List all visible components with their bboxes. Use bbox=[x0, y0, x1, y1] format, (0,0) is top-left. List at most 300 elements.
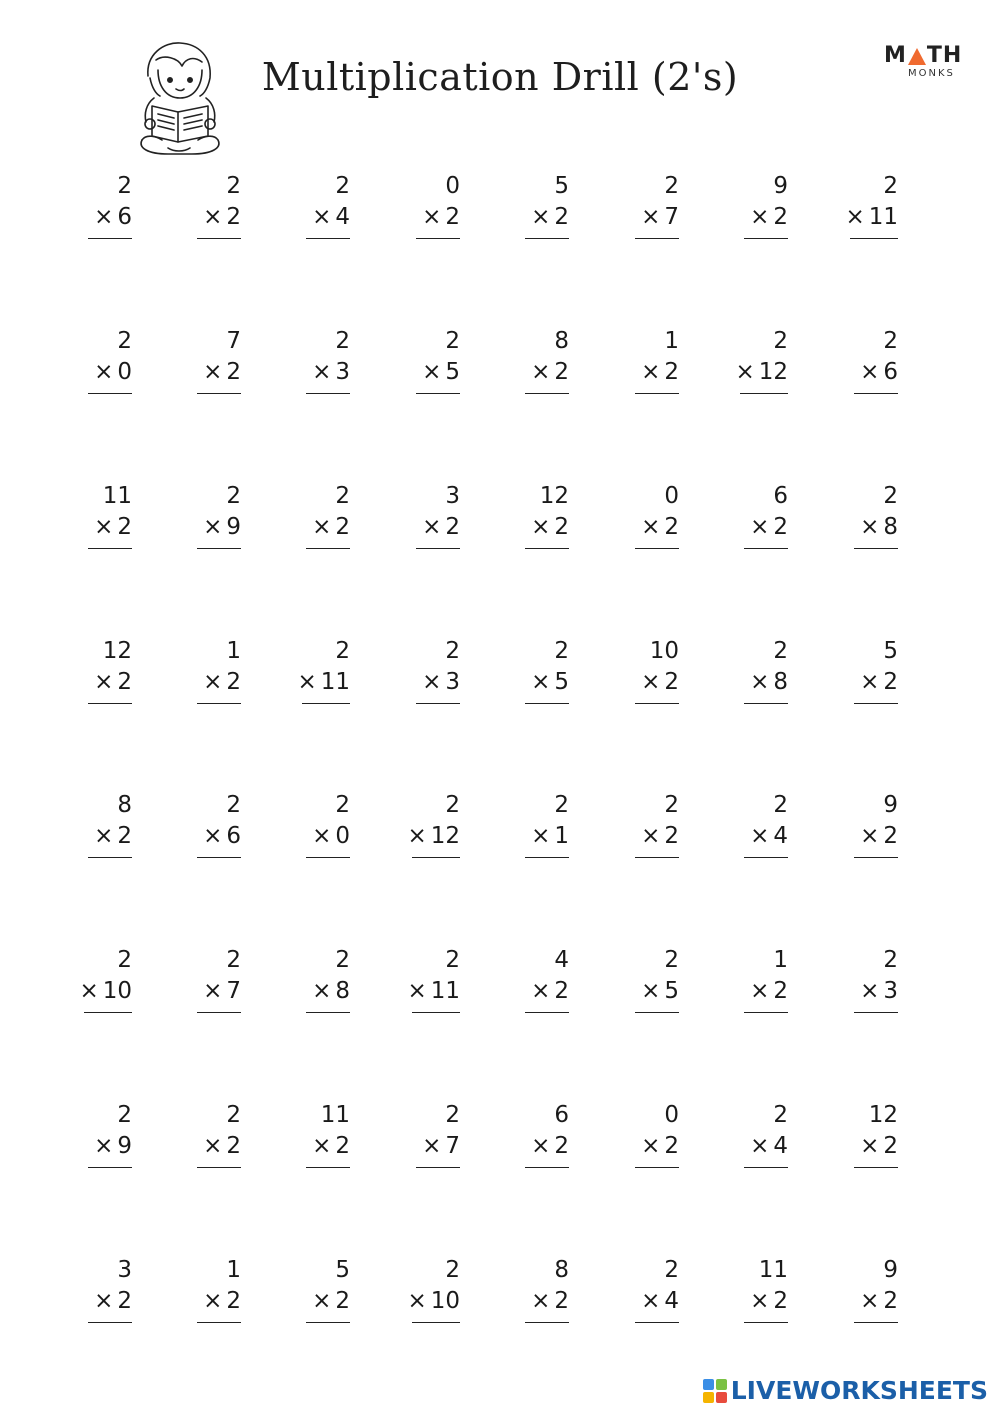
multiplier: 8 bbox=[335, 978, 350, 1004]
multiplicand: 2 bbox=[117, 328, 132, 354]
times-sign: × bbox=[860, 359, 880, 385]
answer-line bbox=[854, 1322, 898, 1323]
multiplicand: 2 bbox=[664, 792, 679, 818]
times-sign: × bbox=[531, 669, 551, 695]
problem-5-7 bbox=[714, 790, 794, 870]
multiplier: 2 bbox=[554, 359, 569, 385]
multiplier-row bbox=[79, 976, 132, 1006]
problem-6-7 bbox=[714, 945, 794, 1025]
answer-line bbox=[525, 393, 569, 394]
multiplicand: 2 bbox=[226, 792, 241, 818]
multiplicand: 2 bbox=[664, 1257, 679, 1283]
multiplier-row bbox=[845, 202, 898, 232]
multiplier: 2 bbox=[883, 823, 898, 849]
times-sign: × bbox=[312, 204, 332, 230]
answer-line bbox=[744, 703, 788, 704]
answer-line bbox=[412, 857, 460, 858]
multiplier-row bbox=[531, 1131, 569, 1161]
times-sign: × bbox=[641, 359, 661, 385]
multiplier-row bbox=[641, 512, 679, 542]
answer-line bbox=[525, 857, 569, 858]
multiplier: 11 bbox=[868, 204, 898, 230]
answer-line bbox=[306, 393, 350, 394]
multiplier: 4 bbox=[773, 823, 788, 849]
multiplier: 2 bbox=[664, 514, 679, 540]
problem-3-2 bbox=[167, 481, 247, 561]
multiplier: 0 bbox=[117, 359, 132, 385]
times-sign: × bbox=[531, 978, 551, 1004]
times-sign: × bbox=[750, 204, 770, 230]
multiplier-row bbox=[641, 821, 679, 851]
problem-5-5 bbox=[495, 790, 575, 870]
multiplicand: 8 bbox=[554, 328, 569, 354]
answer-line bbox=[854, 1012, 898, 1013]
answer-line bbox=[197, 703, 241, 704]
answer-line bbox=[854, 1167, 898, 1168]
multiplicand: 2 bbox=[883, 173, 898, 199]
times-sign: × bbox=[531, 823, 551, 849]
multiplier: 2 bbox=[226, 359, 241, 385]
multiplier-row bbox=[407, 821, 460, 851]
answer-line bbox=[88, 703, 132, 704]
answer-line bbox=[88, 548, 132, 549]
multiplier: 11 bbox=[320, 669, 350, 695]
problem-3-3 bbox=[276, 481, 356, 561]
problem-3-4 bbox=[386, 481, 466, 561]
multiplier: 0 bbox=[335, 823, 350, 849]
answer-line bbox=[416, 703, 460, 704]
problem-8-3 bbox=[276, 1255, 356, 1335]
problem-5-8 bbox=[824, 790, 904, 870]
problem-2-8 bbox=[824, 326, 904, 406]
multiplier-row bbox=[312, 202, 350, 232]
multiplicand: 2 bbox=[664, 947, 679, 973]
answer-line bbox=[525, 548, 569, 549]
multiplier-row bbox=[750, 821, 788, 851]
multiplier-row bbox=[407, 976, 460, 1006]
problem-2-5 bbox=[495, 326, 575, 406]
problem-5-1 bbox=[58, 790, 138, 870]
multiplier: 2 bbox=[883, 1288, 898, 1314]
problem-2-3 bbox=[276, 326, 356, 406]
multiplier-row bbox=[531, 357, 569, 387]
times-sign: × bbox=[860, 823, 880, 849]
times-sign: × bbox=[94, 823, 114, 849]
multiplier-row bbox=[860, 976, 898, 1006]
answer-line bbox=[88, 1167, 132, 1168]
multiplier-row bbox=[297, 667, 350, 697]
answer-line bbox=[197, 1167, 241, 1168]
times-sign: × bbox=[531, 1133, 551, 1159]
page-title: Multiplication Drill (2's) bbox=[261, 55, 739, 99]
multiplier: 2 bbox=[773, 1288, 788, 1314]
problem-2-4 bbox=[386, 326, 466, 406]
answer-line bbox=[416, 393, 460, 394]
times-sign: × bbox=[531, 204, 551, 230]
answer-line bbox=[850, 238, 898, 239]
multiplicand: 11 bbox=[102, 483, 132, 509]
multiplicand: 2 bbox=[335, 638, 350, 664]
answer-line bbox=[197, 393, 241, 394]
logo-subtitle: MONKS bbox=[908, 68, 955, 79]
multiplicand: 3 bbox=[445, 483, 460, 509]
multiplicand: 2 bbox=[554, 638, 569, 664]
multiplicand: 6 bbox=[554, 1102, 569, 1128]
answer-line bbox=[302, 703, 350, 704]
multiplier: 2 bbox=[226, 669, 241, 695]
multiplier-row bbox=[641, 1286, 679, 1316]
multiplier-row bbox=[860, 667, 898, 697]
multiplier-row bbox=[531, 512, 569, 542]
problem-6-1 bbox=[58, 945, 138, 1025]
problem-4-4 bbox=[386, 636, 466, 716]
multiplicand: 2 bbox=[445, 792, 460, 818]
multiplier: 7 bbox=[445, 1133, 460, 1159]
multiplier: 9 bbox=[117, 1133, 132, 1159]
multiplicand: 2 bbox=[773, 792, 788, 818]
multiplicand: 1 bbox=[226, 1257, 241, 1283]
multiplier: 5 bbox=[664, 978, 679, 1004]
multiplicand: 1 bbox=[226, 638, 241, 664]
multiplier: 4 bbox=[664, 1288, 679, 1314]
logo-letters-th: TH bbox=[926, 43, 963, 68]
times-sign: × bbox=[531, 1288, 551, 1314]
multiplicand: 10 bbox=[649, 638, 679, 664]
multiplier-row bbox=[94, 512, 132, 542]
multiplier: 9 bbox=[226, 514, 241, 540]
multiplicand: 0 bbox=[664, 1102, 679, 1128]
multiplier: 2 bbox=[335, 1133, 350, 1159]
problem-5-4 bbox=[386, 790, 466, 870]
times-sign: × bbox=[203, 1288, 223, 1314]
problem-3-8 bbox=[824, 481, 904, 561]
multiplicand: 2 bbox=[335, 173, 350, 199]
multiplier-row bbox=[750, 512, 788, 542]
answer-line bbox=[306, 1322, 350, 1323]
answer-line bbox=[744, 238, 788, 239]
multiplier-row bbox=[531, 976, 569, 1006]
answer-line bbox=[416, 1167, 460, 1168]
multiplicand: 5 bbox=[554, 173, 569, 199]
multiplier: 2 bbox=[226, 1288, 241, 1314]
problem-6-5 bbox=[495, 945, 575, 1025]
answer-line bbox=[88, 1322, 132, 1323]
multiplier-row bbox=[203, 1131, 241, 1161]
multiplicand: 2 bbox=[445, 328, 460, 354]
times-sign: × bbox=[312, 1288, 332, 1314]
answer-line bbox=[84, 1012, 132, 1013]
problem-1-7 bbox=[714, 171, 794, 251]
problem-1-8 bbox=[824, 171, 904, 251]
answer-line bbox=[306, 548, 350, 549]
brand-name: LIVEWORKSHEETS bbox=[730, 1376, 988, 1405]
multiplicand: 3 bbox=[117, 1257, 132, 1283]
answer-line bbox=[744, 857, 788, 858]
multiplier-row bbox=[750, 976, 788, 1006]
times-sign: × bbox=[750, 1288, 770, 1314]
problem-8-5 bbox=[495, 1255, 575, 1335]
multiplicand: 2 bbox=[226, 947, 241, 973]
multiplier-row bbox=[422, 512, 460, 542]
times-sign: × bbox=[641, 978, 661, 1004]
answer-line bbox=[635, 393, 679, 394]
problem-4-7 bbox=[714, 636, 794, 716]
times-sign: × bbox=[407, 823, 427, 849]
multiplier-row bbox=[641, 1131, 679, 1161]
multiplier-row bbox=[860, 1131, 898, 1161]
multiplier: 4 bbox=[335, 204, 350, 230]
times-sign: × bbox=[860, 669, 880, 695]
times-sign: × bbox=[203, 514, 223, 540]
times-sign: × bbox=[94, 1288, 114, 1314]
times-sign: × bbox=[203, 669, 223, 695]
multiplier-row bbox=[312, 1131, 350, 1161]
times-sign: × bbox=[312, 978, 332, 1004]
multiplier-row bbox=[203, 821, 241, 851]
problem-1-5 bbox=[495, 171, 575, 251]
times-sign: × bbox=[312, 823, 332, 849]
answer-line bbox=[412, 1322, 460, 1323]
multiplicand: 9 bbox=[773, 173, 788, 199]
answer-line bbox=[197, 548, 241, 549]
times-sign: × bbox=[203, 978, 223, 1004]
multiplier-row bbox=[422, 667, 460, 697]
times-sign: × bbox=[407, 978, 427, 1004]
problem-8-2 bbox=[167, 1255, 247, 1335]
problem-2-2 bbox=[167, 326, 247, 406]
answer-line bbox=[854, 548, 898, 549]
multiplier: 5 bbox=[554, 669, 569, 695]
multiplier-row bbox=[750, 1286, 788, 1316]
multiplicand: 2 bbox=[445, 1102, 460, 1128]
times-sign: × bbox=[641, 669, 661, 695]
multiplier-row bbox=[94, 1286, 132, 1316]
multiplier-row bbox=[531, 667, 569, 697]
logo-wordmark bbox=[884, 44, 962, 68]
multiplier: 4 bbox=[773, 1133, 788, 1159]
multiplicand: 2 bbox=[883, 483, 898, 509]
times-sign: × bbox=[845, 204, 865, 230]
answer-line bbox=[197, 238, 241, 239]
multiplicand: 2 bbox=[773, 638, 788, 664]
answer-line bbox=[197, 1322, 241, 1323]
multiplier-row bbox=[641, 202, 679, 232]
multiplicand: 5 bbox=[335, 1257, 350, 1283]
answer-line bbox=[740, 393, 788, 394]
times-sign: × bbox=[94, 669, 114, 695]
multiplicand: 2 bbox=[117, 173, 132, 199]
problem-7-3 bbox=[276, 1100, 356, 1180]
problem-7-6 bbox=[605, 1100, 685, 1180]
multiplier-row bbox=[750, 1131, 788, 1161]
answer-line bbox=[635, 548, 679, 549]
multiplicand: 4 bbox=[554, 947, 569, 973]
multiplier-row bbox=[203, 357, 241, 387]
problem-3-6 bbox=[605, 481, 685, 561]
problem-1-6 bbox=[605, 171, 685, 251]
multiplier-row bbox=[735, 357, 788, 387]
multiplier-row bbox=[94, 821, 132, 851]
times-sign: × bbox=[422, 514, 442, 540]
multiplier: 1 bbox=[554, 823, 569, 849]
problem-6-4 bbox=[386, 945, 466, 1025]
multiplier: 2 bbox=[117, 514, 132, 540]
times-sign: × bbox=[531, 359, 551, 385]
problem-7-1 bbox=[58, 1100, 138, 1180]
answer-line bbox=[197, 1012, 241, 1013]
times-sign: × bbox=[407, 1288, 427, 1314]
times-sign: × bbox=[860, 514, 880, 540]
problem-4-2 bbox=[167, 636, 247, 716]
multiplier: 2 bbox=[554, 204, 569, 230]
problem-4-5 bbox=[495, 636, 575, 716]
multiplicand: 0 bbox=[664, 483, 679, 509]
multiplicand: 1 bbox=[664, 328, 679, 354]
multiplier: 11 bbox=[430, 978, 460, 1004]
problem-5-2 bbox=[167, 790, 247, 870]
multiplicand: 8 bbox=[554, 1257, 569, 1283]
answer-line bbox=[744, 1167, 788, 1168]
multiplier: 2 bbox=[773, 514, 788, 540]
multiplier: 2 bbox=[664, 823, 679, 849]
multiplicand: 2 bbox=[664, 173, 679, 199]
answer-line bbox=[306, 857, 350, 858]
multiplicand: 2 bbox=[335, 483, 350, 509]
multiplicand: 2 bbox=[226, 173, 241, 199]
answer-line bbox=[854, 857, 898, 858]
times-sign: × bbox=[641, 1133, 661, 1159]
multiplicand: 8 bbox=[117, 792, 132, 818]
answer-line bbox=[635, 857, 679, 858]
times-sign: × bbox=[79, 978, 99, 1004]
multiplier-row bbox=[203, 512, 241, 542]
times-sign: × bbox=[203, 204, 223, 230]
multiplicand: 0 bbox=[445, 173, 460, 199]
answer-line bbox=[525, 703, 569, 704]
problem-7-7 bbox=[714, 1100, 794, 1180]
multiplier: 2 bbox=[554, 1288, 569, 1314]
problem-8-8 bbox=[824, 1255, 904, 1335]
multiplicand: 9 bbox=[883, 792, 898, 818]
multiplier-row bbox=[531, 202, 569, 232]
problem-5-6 bbox=[605, 790, 685, 870]
multiplier: 8 bbox=[883, 514, 898, 540]
answer-line bbox=[635, 238, 679, 239]
answer-line bbox=[854, 393, 898, 394]
problem-1-3 bbox=[276, 171, 356, 251]
times-sign: × bbox=[750, 514, 770, 540]
multiplier: 2 bbox=[445, 204, 460, 230]
multiplier-row bbox=[407, 1286, 460, 1316]
answer-line bbox=[744, 1012, 788, 1013]
multiplier-row bbox=[750, 202, 788, 232]
problem-2-7 bbox=[714, 326, 794, 406]
multiplicand: 6 bbox=[773, 483, 788, 509]
problem-8-7 bbox=[714, 1255, 794, 1335]
multiplier: 6 bbox=[226, 823, 241, 849]
problem-7-8 bbox=[824, 1100, 904, 1180]
answer-line bbox=[744, 548, 788, 549]
multiplier: 2 bbox=[773, 978, 788, 1004]
multiplier: 2 bbox=[554, 514, 569, 540]
multiplicand: 2 bbox=[335, 947, 350, 973]
multiplicand: 11 bbox=[320, 1102, 350, 1128]
multiplier-row bbox=[422, 357, 460, 387]
answer-line bbox=[416, 548, 460, 549]
problem-8-6 bbox=[605, 1255, 685, 1335]
times-sign: × bbox=[641, 204, 661, 230]
problem-2-1 bbox=[58, 326, 138, 406]
answer-line bbox=[635, 703, 679, 704]
multiplicand: 2 bbox=[445, 638, 460, 664]
answer-line bbox=[854, 703, 898, 704]
multiplier: 2 bbox=[117, 1288, 132, 1314]
times-sign: × bbox=[312, 514, 332, 540]
multiplicand: 12 bbox=[868, 1102, 898, 1128]
multiplicand: 2 bbox=[773, 1102, 788, 1128]
problem-3-5 bbox=[495, 481, 575, 561]
multiplicand: 2 bbox=[117, 1102, 132, 1128]
problem-8-4 bbox=[386, 1255, 466, 1335]
multiplicand: 7 bbox=[226, 328, 241, 354]
multiplier: 3 bbox=[445, 669, 460, 695]
problem-4-6 bbox=[605, 636, 685, 716]
multiplicand: 2 bbox=[445, 1257, 460, 1283]
times-sign: × bbox=[860, 978, 880, 1004]
multiplier-row bbox=[422, 202, 460, 232]
answer-line bbox=[88, 238, 132, 239]
problem-7-5 bbox=[495, 1100, 575, 1180]
multiplier-row bbox=[94, 1131, 132, 1161]
multiplier-row bbox=[641, 667, 679, 697]
multiplier-row bbox=[312, 512, 350, 542]
multiplier: 2 bbox=[445, 514, 460, 540]
triangle-icon bbox=[908, 48, 926, 65]
times-sign: × bbox=[422, 359, 442, 385]
multiplier-row bbox=[860, 357, 898, 387]
times-sign: × bbox=[94, 359, 114, 385]
multiplier-row bbox=[641, 976, 679, 1006]
multiplicand: 2 bbox=[883, 947, 898, 973]
answer-line bbox=[635, 1167, 679, 1168]
times-sign: × bbox=[312, 1133, 332, 1159]
problem-6-2 bbox=[167, 945, 247, 1025]
multiplier: 6 bbox=[883, 359, 898, 385]
problem-4-3 bbox=[276, 636, 356, 716]
times-sign: × bbox=[94, 204, 114, 230]
times-sign: × bbox=[297, 669, 317, 695]
multiplier: 6 bbox=[117, 204, 132, 230]
multiplier-row bbox=[641, 357, 679, 387]
multiplier-row bbox=[312, 976, 350, 1006]
times-sign: × bbox=[735, 359, 755, 385]
multiplicand: 2 bbox=[226, 1102, 241, 1128]
times-sign: × bbox=[422, 1133, 442, 1159]
multiplier-row bbox=[860, 512, 898, 542]
problem-6-3 bbox=[276, 945, 356, 1025]
problem-3-7 bbox=[714, 481, 794, 561]
times-sign: × bbox=[203, 359, 223, 385]
multiplicand: 2 bbox=[335, 792, 350, 818]
multiplier: 2 bbox=[664, 1133, 679, 1159]
problem-1-4 bbox=[386, 171, 466, 251]
times-sign: × bbox=[750, 978, 770, 1004]
multiplier: 2 bbox=[335, 1288, 350, 1314]
multiplicand: 9 bbox=[883, 1257, 898, 1283]
multiplier: 2 bbox=[335, 514, 350, 540]
answer-line bbox=[525, 1322, 569, 1323]
multiplier-row bbox=[203, 976, 241, 1006]
